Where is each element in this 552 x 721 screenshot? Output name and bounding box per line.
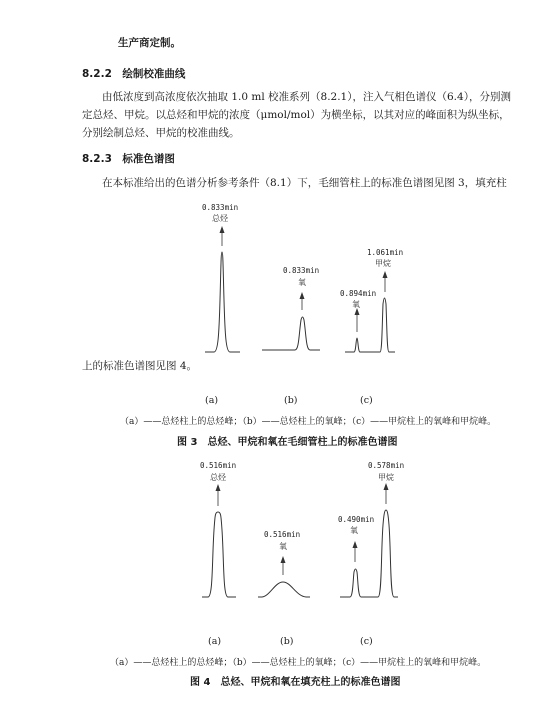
fig3-a-name-label: 总烃 xyxy=(212,214,228,223)
fig4-a-time-label: 0.516min xyxy=(200,461,237,470)
paragraph-line-3: 分别绘制总烃、甲烷的校准曲线。 xyxy=(82,127,240,139)
fig4-caption: （a）——总烃柱上的总烃峰；（b）——总烃柱上的氧峰；（c）——甲烷柱上的氧峰和甲烷峰。 xyxy=(110,658,487,668)
fig4-b-arrowhead xyxy=(281,556,286,563)
fig4-a-name-label: 总烃 xyxy=(210,473,226,482)
fig3-b-time-label: 0.833min xyxy=(283,266,320,275)
fig3-c1-name-label: 氧 xyxy=(352,300,360,309)
fig4-c1-arrowhead xyxy=(353,541,358,548)
fig3-c1-time-label: 0.894min xyxy=(340,289,377,298)
fig4-chromatogram-c xyxy=(338,461,404,597)
fig4-chromatogram-a xyxy=(200,461,236,597)
fig4-c1-time-label: 0.490min xyxy=(338,515,375,524)
fig3-a-time-label: 0.833min xyxy=(202,203,239,212)
heading-8-2-3: 8.2.3 标准色谱图 xyxy=(82,153,175,165)
fig4-a-trace xyxy=(202,512,236,597)
paragraph-line-5: 上的标准色谱图见图 4。 xyxy=(82,360,198,372)
fig4-b-name-label: 氧 xyxy=(279,542,287,551)
fig4-c1-name-label: 氧 xyxy=(350,526,358,535)
paragraph-line-4: 在本标准给出的色谱分析参考条件（8.1）下，毛细管柱上的标准色谱图见图 3，填充柱 xyxy=(102,177,507,189)
fig3-title: 图 3 总烃、甲烷和氧在毛细管柱上的标准色谱图 xyxy=(177,437,398,448)
fig3-b-name-label: 氧 xyxy=(298,278,306,287)
fig4-sublabel-a: (a) xyxy=(208,636,222,647)
fig4-title: 图 4 总烃、甲烷和氧在填充柱上的标准色谱图 xyxy=(190,677,401,688)
fig3-c2-time-label: 1.061min xyxy=(367,248,404,257)
fig3-c2-name-label: 甲烷 xyxy=(375,259,391,268)
fig4-b-time-label: 0.516min xyxy=(264,530,301,539)
fig4-c2-arrowhead xyxy=(384,483,389,490)
text-line-1: 生产商定制。 xyxy=(118,37,181,49)
fig3-caption: （a）——总烃柱上的总烃峰；（b）——总烃柱上的氧峰；（c）——甲烷柱上的氧峰和甲烷峰。 xyxy=(120,417,497,427)
heading-8-2-2: 8.2.2 绘制校准曲线 xyxy=(82,68,186,80)
fig4-c2-name-label: 甲烷 xyxy=(378,473,394,482)
fig4-chromatogram-b xyxy=(258,530,310,597)
fig4-sublabel-c: (c) xyxy=(360,636,373,647)
paragraph-line-1: 由低浓度到高浓度依次抽取 1.0 ml 校准系列（8.2.1），注入气相色谱仪（6.4），分别测 xyxy=(102,91,511,103)
fig4-a-arrowhead xyxy=(216,484,221,491)
fig3-sublabel-a: (a) xyxy=(205,395,219,406)
fig3-sublabel-c: (c) xyxy=(360,395,373,406)
fig3-sublabel-b: (b) xyxy=(284,395,298,406)
fig4-b-trace xyxy=(258,582,310,597)
paragraph-line-2: 定总烃、甲烷。以总烃和甲烷的浓度（μmol/mol）为横坐标，以其对应的峰面积为纵坐标， xyxy=(82,109,510,121)
fig4-c2-time-label: 0.578min xyxy=(368,461,405,470)
fig4-sublabel-b: (b) xyxy=(280,636,294,647)
